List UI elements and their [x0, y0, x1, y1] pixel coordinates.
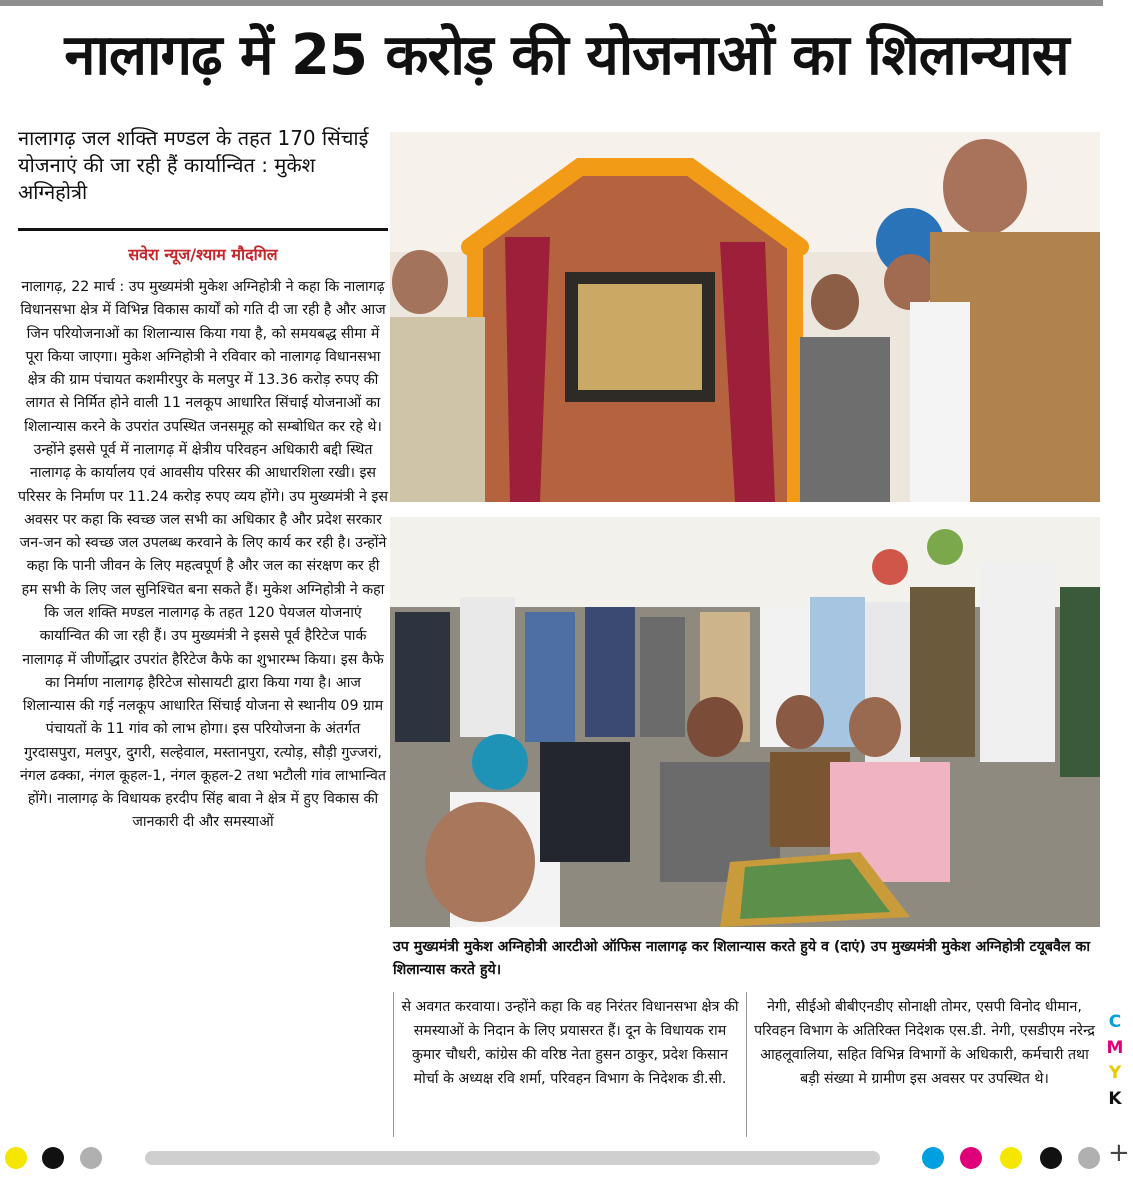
cmyk-c: C — [1108, 1012, 1122, 1032]
tubewell-ceremony-photo — [390, 517, 1100, 927]
grey-dot-icon — [80, 1147, 102, 1169]
black-dot-icon — [42, 1147, 64, 1169]
yellow-dot-icon-right — [1000, 1147, 1022, 1169]
cmyk-y: Y — [1108, 1063, 1122, 1083]
column-divider-left — [393, 992, 394, 1137]
deck-rule — [18, 228, 388, 231]
tubewell-ceremony-illustration — [390, 517, 1100, 927]
yellow-dot-icon — [5, 1147, 27, 1169]
article-body-column: नालागढ़, 22 मार्च : उप मुख्यमंत्री मुकेश अग्निहोत्री ने कहा कि नालागढ़ विधानसभा क्षेत्र में विभिन्न विकास कार्यों को गति दी जा रही है और आज जिन परियोजनाओं का शिलान्यास किया गया है, को समयबद्ध सीमा में पूरा किया जाएगा। मुकेश अग्निहोत्री ने रविवार को नालागढ़ विधानसभा क्षेत्र की ग्राम पंचायत कशमीरपुर के मलपुर में 13.36 करोड़ रुपए की लागत से निर्मित होने वाली 11 नलकूप आधारित सिंचाई योजनाओं का शिलान्यास करने के उपरांत उपस्थित जनसमूह को सम्बोधित कर रहे थे। उन्होंने इससे पूर्व में नालागढ़ में क्षेत्रीय परिवहन अधिकारी बद्दी स्थित नालागढ़ के कार्यालय एवं आवसीय परिसर की आधारशिला रखी। इस परिसर के निर्माण पर 11.24 करोड़ रुपए व्यय होंगे। उप मुख्यमंत्री ने इस अवसर पर कहा कि स्वच्छ जल सभी का अधिकार है और प्रदेश सरकार जन-जन को स्वच्छ जल उपलब्ध करवाने के लिए कार्य कर रही है। उन्होंने कहा कि पानी जीवन के लिए महत्वपूर्ण है और जल का संरक्षण कर ही हम सभी के लिए जल सुनिश्चित बना सकते हैं। मुकेश अग्निहोत्री ने कहा कि जल शक्ति मण्डल नालागढ़ के तहत 120 पेयजल योजनाएं कार्यान्वित की जा रही हैं। उप मुख्यमंत्री ने इससे पूर्व हैरिटेज पार्क नालागढ़ में जीर्णोद्धार उपरांत हैरिटेज कैफे का शुभारम्भ किया। इस कैफे का निर्माण नालागढ़ हैरिटेज सोसायटी द्वारा किया गया है। आज शिलान्यास की गई नलकूप आधारित सिंचाई योजना से स्थानीय 09 ग्राम पंचायतों के 11 गांव को लाभ होगा। इस परियोजना के अंतर्गत गुरदासपुरा, मलपुर, दुगरी, सल्हेवाल, मस्तानपुरा, रत्योड़, सौड़ी गुज्जरां, नंगल ढक्का, नंगल कूहल-1, नंगल कूहल-2 तथा भटौली गांव लाभान्वित होंगे। नालागढ़ के विधायक हरदीप सिंह बावा ने क्षेत्र में हुए विकास की जानकारी दी और समस्याओं — [18, 279, 388, 831]
cmyk-mark — [1105, 1010, 1125, 1112]
black-dot-icon-right — [1040, 1147, 1062, 1169]
foundation-stone-illustration — [390, 132, 1100, 502]
cmyk-m: M — [1106, 1037, 1124, 1058]
cyan-dot-icon — [922, 1147, 944, 1169]
article-continuation-column-3: नेगी, सीईओ बीबीएनडीए सोनाक्षी तोमर, एसपी विनोद धीमान, परिवहन विभाग के अतिरिक्त निदेशक एस.डी. नेगी, एसडीएम नरेन्द्र आहलूवालिया, सहित विभिन्न विभागों के अधिकारी, कर्मचारी तथा बड़ी संख्या मे ग्रामीण इस अवसर पर उपस्थित थे। — [754, 999, 1095, 1087]
photo-caption: उप मुख्यमंत्री मुकेश अग्निहोत्री आरटीओ ऑफिस नालागढ़ कर शिलान्यास करते हुये व (दाएं) उप मुख्यमंत्री मुकेश अग्निहोत्री टयूबवैल का शिलान्यास करते हुये। — [393, 939, 1090, 978]
headline: नालागढ़ में 25 करोड़ की योजनाओं का शिलान्यास — [64, 23, 1069, 88]
top-rule — [0, 0, 1103, 6]
byline: सवेरा न्यूज/श्याम मौदगिल — [128, 245, 278, 264]
registration-bar — [145, 1151, 880, 1165]
grey-dot-icon-right — [1078, 1147, 1100, 1169]
registration-mark-icon: + — [1108, 1138, 1130, 1168]
article-continuation-column-2: से अवगत करवाया। उन्होंने कहा कि वह निरंतर विधानसभा क्षेत्र की समस्याओं के निदान के लिए प्रयासरत हैं। दून के विधायक राम कुमार चौधरी, कांग्रेस की वरिष्ठ नेता हुसन ठाकुर, प्रदेश किसान मोर्चा के अध्यक्ष रवि शर्मा, परिवहन विभाग के निदेशक डी.सी. — [401, 999, 739, 1087]
column-divider-right — [746, 992, 747, 1137]
cmyk-k: K — [1108, 1088, 1122, 1109]
foundation-stone-photo — [390, 132, 1100, 502]
magenta-dot-icon — [960, 1147, 982, 1169]
deck-subheadline: नालागढ़ जल शक्ति मण्डल के तहत 170 सिंचाई योजनाएं की जा रही हैं कार्यान्वित : मुकेश अग्निहोत्री — [18, 126, 369, 204]
